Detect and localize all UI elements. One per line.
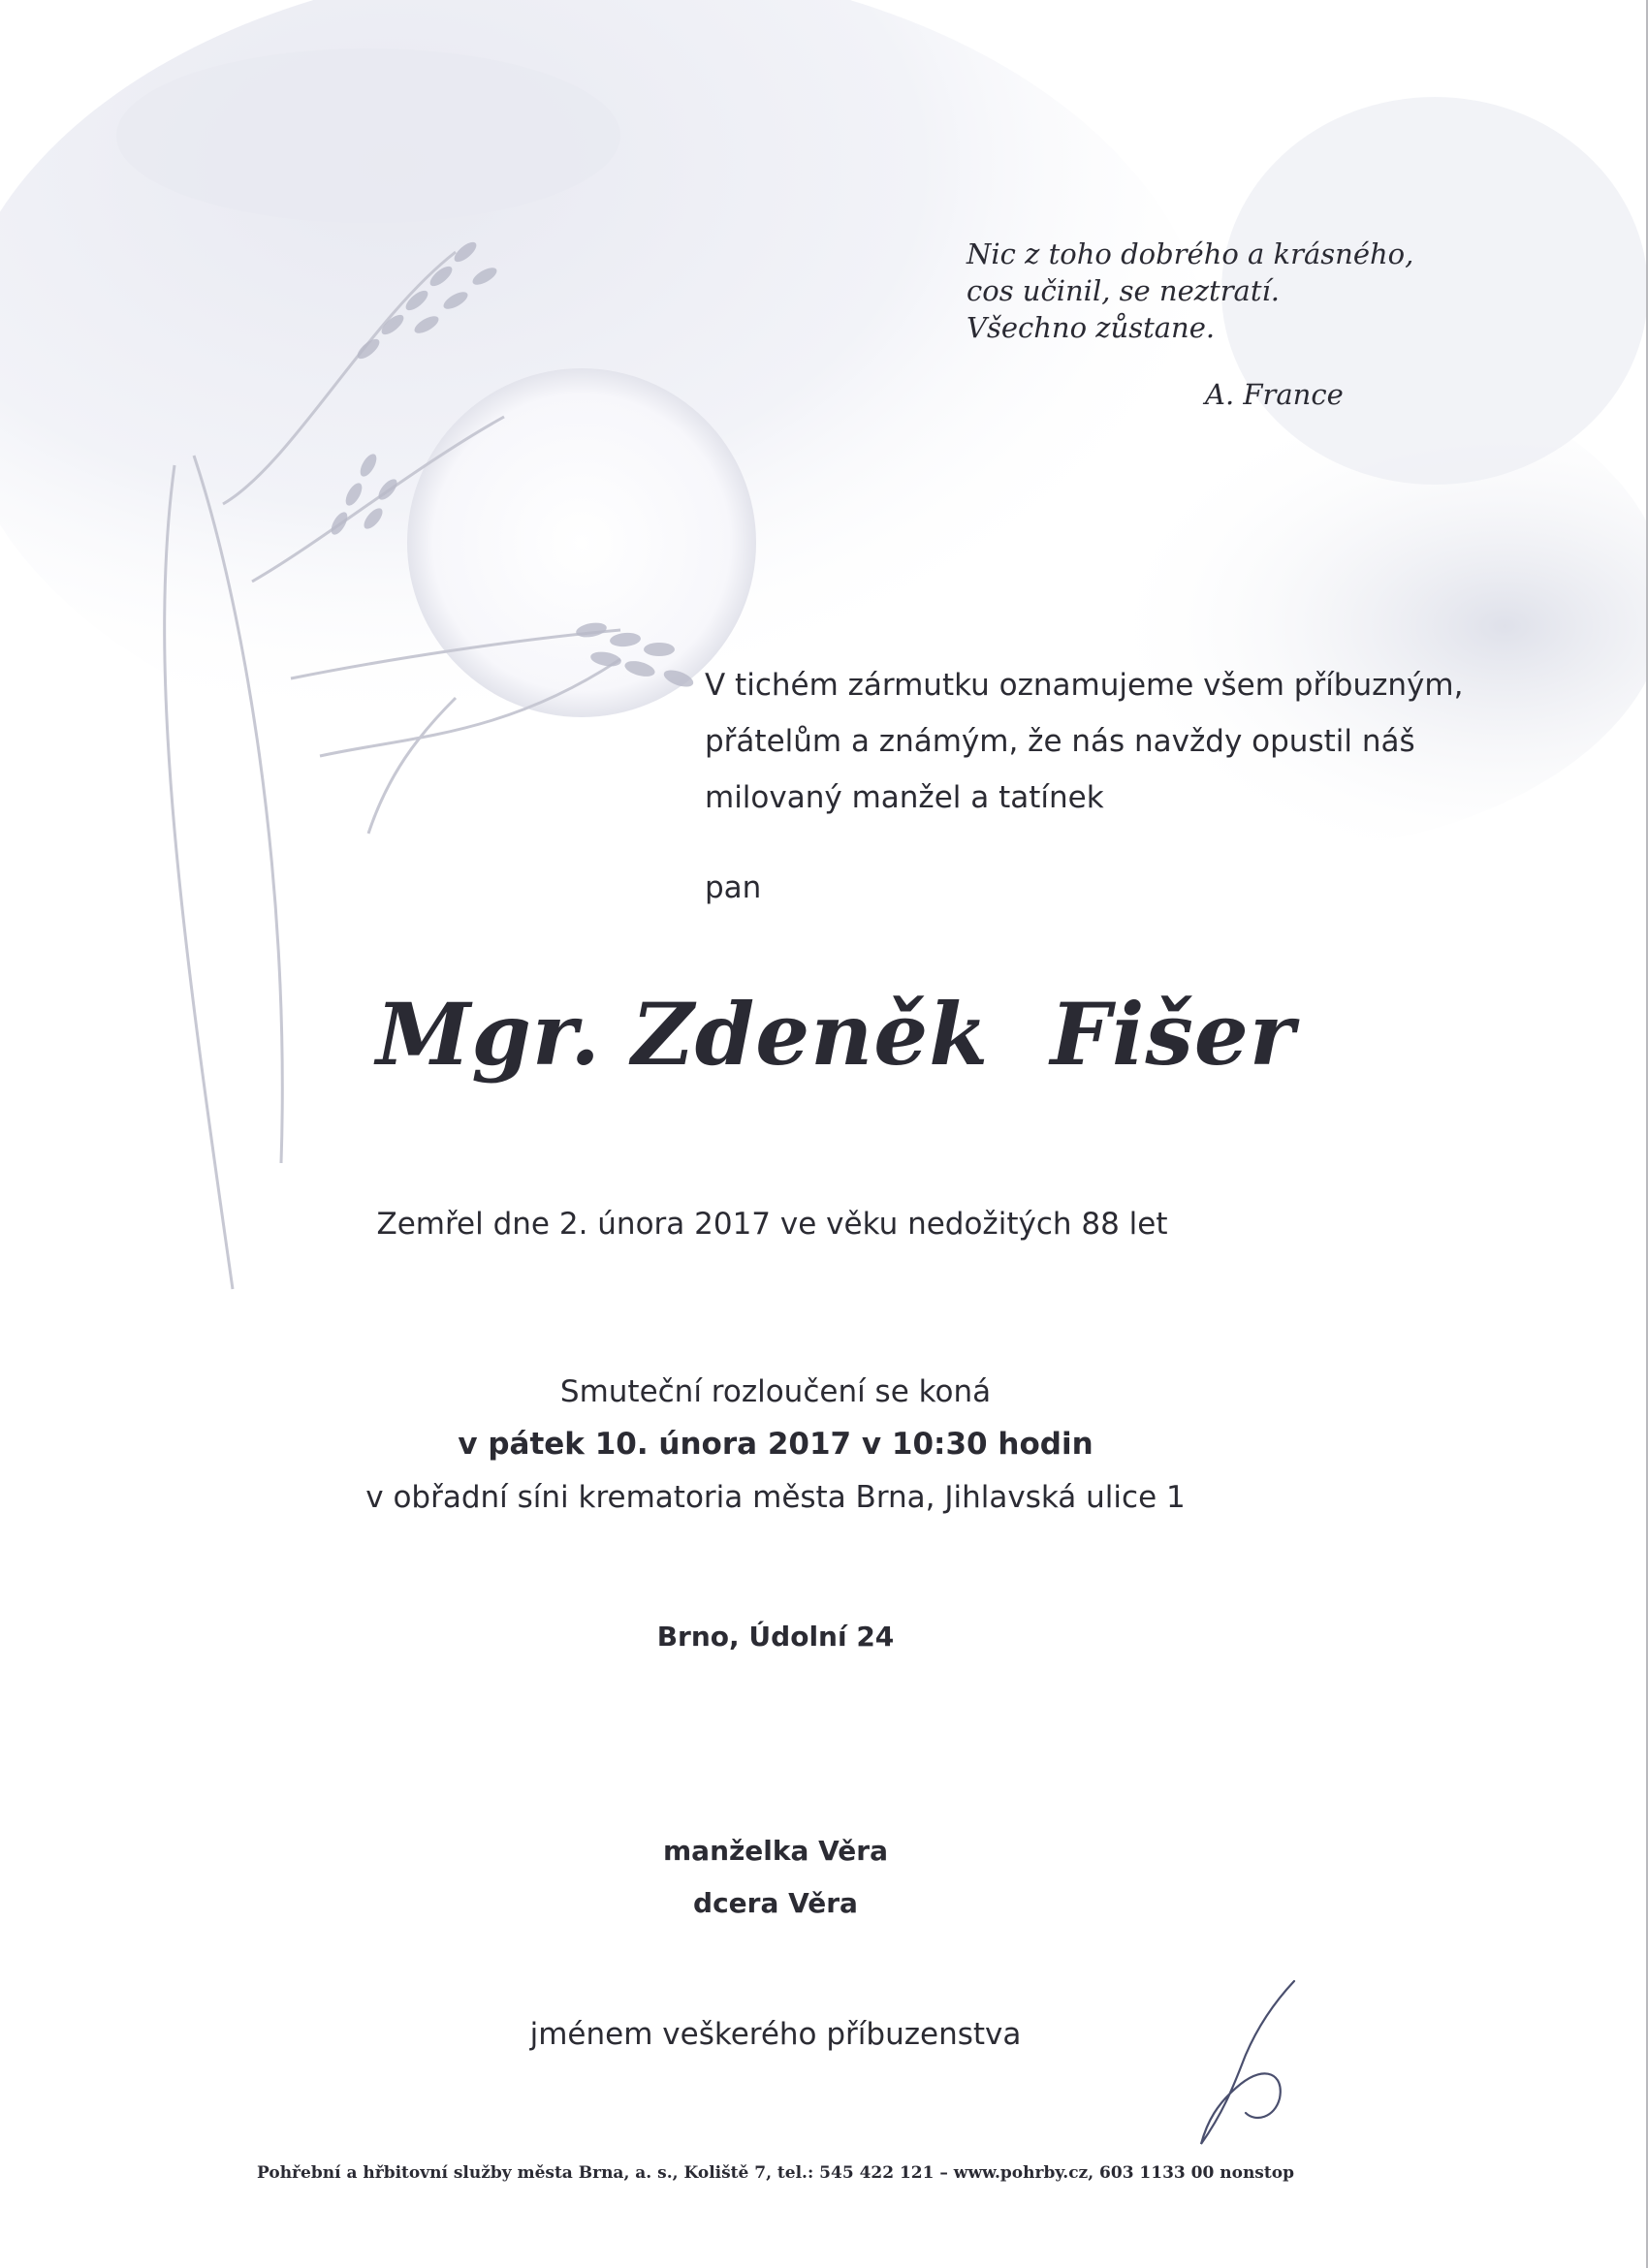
mourner-name: dcera Věra [693, 1887, 858, 1919]
family-address: Brno, Údolní 24 [656, 1621, 895, 1653]
sun-shape [407, 368, 756, 717]
signature-icon [1188, 1977, 1314, 2147]
salutation: pan [705, 870, 762, 905]
mourner-name: manželka Věra [663, 1835, 888, 1867]
announcement-intro [705, 657, 1463, 826]
deceased-name: Mgr. Zdeněk Fišer [376, 984, 1296, 1085]
quote-block [967, 236, 1413, 346]
quote-line: Nic z toho dobrého a krásného, [967, 237, 1414, 270]
quote-author: A. France [1205, 378, 1344, 411]
quote-line: Všechno zůstane. [967, 311, 1216, 344]
quote-line: cos učinil, se neztratí. [967, 274, 1280, 307]
intro-line: V tichém zármutku oznamujeme všem příbuzným, [705, 668, 1464, 703]
funeral-service-footer: Pohřební a hřbitovní služby města Brna, a. s., Koliště 7, tel.: 545 422 121 – www.pohrby.cz, 603 1133 00 nonstop [257, 2163, 1294, 2183]
death-date-line: Zemřel dne 2. února 2017 ve věku nedožitých 88 let [376, 1207, 1168, 1242]
ceremony-date-time: v pátek 10. února 2017 v 10:30 hodin [458, 1427, 1093, 1462]
intro-line: milovaný manžel a tatínek [705, 780, 1104, 815]
ceremony-place: v obřadní síni krematoria města Brna, Jihlavská ulice 1 [365, 1480, 1186, 1515]
intro-line: přátelům a známým, že nás navždy opustil náš [705, 724, 1415, 759]
family-line: jménem veškerého příbuzenstva [529, 2017, 1022, 2052]
ceremony-title: Smuteční rozloučení se koná [559, 1374, 992, 1409]
